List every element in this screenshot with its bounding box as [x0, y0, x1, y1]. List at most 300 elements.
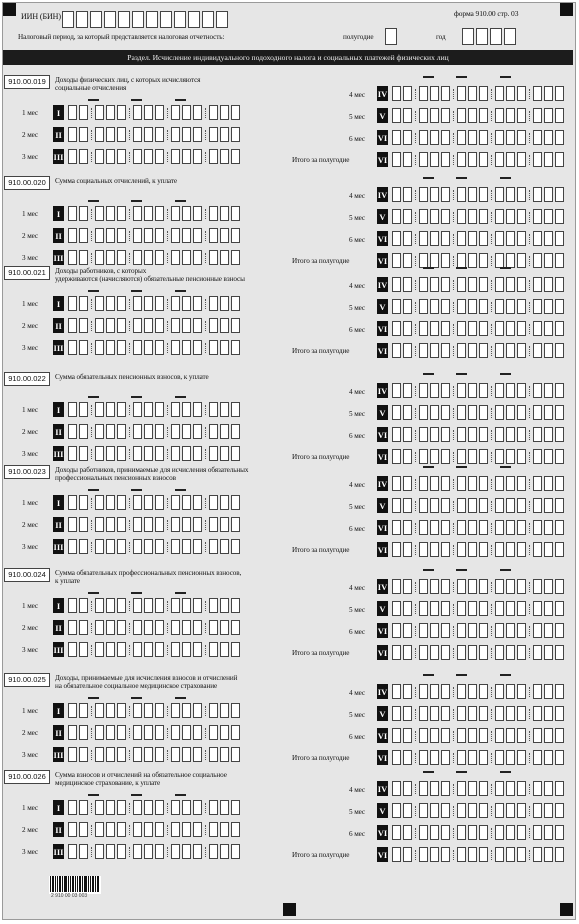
amount-half-year-total[interactable] [392, 750, 566, 765]
digit-cell[interactable] [209, 539, 218, 554]
digit-cell[interactable] [106, 747, 115, 762]
digit-cell[interactable] [171, 250, 180, 265]
amount-month-4[interactable] [392, 684, 566, 699]
digit-cell[interactable] [182, 620, 191, 635]
amount-month-5[interactable] [392, 108, 566, 123]
digit-cell[interactable] [79, 340, 88, 355]
digit-cell[interactable] [457, 152, 466, 167]
digit-cell[interactable] [220, 340, 229, 355]
digit-cell[interactable] [544, 803, 553, 818]
amount-half-year-total[interactable] [392, 343, 566, 358]
digit-cell[interactable] [555, 706, 564, 721]
digit-cell[interactable] [555, 498, 564, 513]
digit-cell[interactable] [68, 539, 77, 554]
digit-cell[interactable] [106, 296, 115, 311]
digit-cell[interactable] [430, 498, 439, 513]
digit-cell[interactable] [392, 781, 401, 796]
amount-month-1[interactable] [68, 495, 242, 510]
digit-cell[interactable] [517, 825, 526, 840]
digit-cell[interactable] [479, 498, 488, 513]
amount-month-5[interactable] [392, 498, 566, 513]
amount-half-year-total[interactable] [392, 645, 566, 660]
digit-cell[interactable] [144, 206, 153, 221]
digit-cell[interactable] [468, 728, 477, 743]
digit-cell[interactable] [544, 231, 553, 246]
digit-cell[interactable] [209, 725, 218, 740]
digit-cell[interactable] [555, 405, 564, 420]
digit-cell[interactable] [133, 642, 142, 657]
digit-cell[interactable] [220, 642, 229, 657]
digit-cell[interactable] [209, 517, 218, 532]
digit-cell[interactable] [457, 623, 466, 638]
digit-cell[interactable] [544, 343, 553, 358]
digit-cell[interactable] [106, 725, 115, 740]
digit-cell[interactable] [506, 152, 515, 167]
digit-cell[interactable] [68, 517, 77, 532]
digit-cell[interactable] [79, 206, 88, 221]
digit-cell[interactable] [209, 747, 218, 762]
amount-half-year-total[interactable] [392, 449, 566, 464]
digit-cell[interactable] [144, 318, 153, 333]
digit-cell[interactable] [457, 130, 466, 145]
digit-cell[interactable] [117, 340, 126, 355]
digit-cell[interactable] [419, 728, 428, 743]
amount-month-6[interactable] [392, 825, 566, 840]
digit-cell[interactable] [517, 231, 526, 246]
digit-cell[interactable] [171, 495, 180, 510]
amount-month-2[interactable] [68, 424, 242, 439]
digit-cell[interactable] [506, 253, 515, 268]
digit-cell[interactable] [220, 598, 229, 613]
digit-cell[interactable] [392, 321, 401, 336]
digit-cell[interactable] [133, 747, 142, 762]
digit-cell[interactable] [155, 424, 164, 439]
iin-digit-cell[interactable] [174, 11, 186, 28]
digit-cell[interactable] [155, 402, 164, 417]
digit-cell[interactable] [457, 427, 466, 442]
digit-cell[interactable] [441, 108, 450, 123]
digit-cell[interactable] [106, 127, 115, 142]
digit-cell[interactable] [419, 427, 428, 442]
digit-cell[interactable] [220, 446, 229, 461]
digit-cell[interactable] [220, 800, 229, 815]
digit-cell[interactable] [430, 623, 439, 638]
amount-month-2[interactable] [68, 127, 242, 142]
digit-cell[interactable] [182, 206, 191, 221]
digit-cell[interactable] [392, 427, 401, 442]
digit-cell[interactable] [144, 296, 153, 311]
digit-cell[interactable] [533, 449, 542, 464]
digit-cell[interactable] [517, 728, 526, 743]
digit-cell[interactable] [144, 844, 153, 859]
digit-cell[interactable] [430, 130, 439, 145]
digit-cell[interactable] [193, 340, 202, 355]
digit-cell[interactable] [506, 343, 515, 358]
digit-cell[interactable] [95, 318, 104, 333]
digit-cell[interactable] [457, 187, 466, 202]
digit-cell[interactable] [79, 402, 88, 417]
iin-digit-cell[interactable] [132, 11, 144, 28]
digit-cell[interactable] [182, 725, 191, 740]
digit-cell[interactable] [155, 703, 164, 718]
digit-cell[interactable] [441, 750, 450, 765]
digit-cell[interactable] [468, 231, 477, 246]
digit-cell[interactable] [182, 844, 191, 859]
digit-cell[interactable] [144, 340, 153, 355]
digit-cell[interactable] [106, 844, 115, 859]
amount-month-6[interactable] [392, 520, 566, 535]
digit-cell[interactable] [457, 520, 466, 535]
iin-digit-cell[interactable] [90, 11, 102, 28]
digit-cell[interactable] [155, 206, 164, 221]
digit-cell[interactable] [517, 803, 526, 818]
digit-cell[interactable] [79, 495, 88, 510]
digit-cell[interactable] [419, 498, 428, 513]
digit-cell[interactable] [517, 108, 526, 123]
digit-cell[interactable] [419, 152, 428, 167]
digit-cell[interactable] [209, 340, 218, 355]
digit-cell[interactable] [441, 299, 450, 314]
digit-cell[interactable] [544, 579, 553, 594]
digit-cell[interactable] [171, 517, 180, 532]
digit-cell[interactable] [231, 747, 240, 762]
digit-cell[interactable] [117, 620, 126, 635]
digit-cell[interactable] [403, 130, 412, 145]
digit-cell[interactable] [171, 296, 180, 311]
amount-month-4[interactable] [392, 781, 566, 796]
year-digit-cell[interactable] [462, 28, 474, 45]
digit-cell[interactable] [392, 645, 401, 660]
digit-cell[interactable] [506, 130, 515, 145]
digit-cell[interactable] [430, 253, 439, 268]
digit-cell[interactable] [419, 684, 428, 699]
digit-cell[interactable] [555, 343, 564, 358]
digit-cell[interactable] [419, 542, 428, 557]
digit-cell[interactable] [95, 495, 104, 510]
digit-cell[interactable] [144, 127, 153, 142]
digit-cell[interactable] [479, 750, 488, 765]
digit-cell[interactable] [441, 187, 450, 202]
digit-cell[interactable] [95, 424, 104, 439]
digit-cell[interactable] [419, 825, 428, 840]
digit-cell[interactable] [468, 152, 477, 167]
digit-cell[interactable] [441, 520, 450, 535]
digit-cell[interactable] [392, 343, 401, 358]
digit-cell[interactable] [430, 231, 439, 246]
year-digit-cell[interactable] [476, 28, 488, 45]
digit-cell[interactable] [457, 343, 466, 358]
digit-cell[interactable] [106, 539, 115, 554]
iin-digit-cell[interactable] [188, 11, 200, 28]
digit-cell[interactable] [555, 601, 564, 616]
digit-cell[interactable] [403, 277, 412, 292]
digit-cell[interactable] [555, 623, 564, 638]
digit-cell[interactable] [117, 598, 126, 613]
digit-cell[interactable] [544, 645, 553, 660]
digit-cell[interactable] [517, 405, 526, 420]
digit-cell[interactable] [95, 703, 104, 718]
digit-cell[interactable] [506, 86, 515, 101]
digit-cell[interactable] [403, 750, 412, 765]
digit-cell[interactable] [495, 476, 504, 491]
digit-cell[interactable] [117, 517, 126, 532]
digit-cell[interactable] [209, 446, 218, 461]
digit-cell[interactable] [106, 446, 115, 461]
digit-cell[interactable] [231, 206, 240, 221]
digit-cell[interactable] [468, 520, 477, 535]
digit-cell[interactable] [220, 703, 229, 718]
digit-cell[interactable] [171, 149, 180, 164]
digit-cell[interactable] [193, 800, 202, 815]
digit-cell[interactable] [231, 127, 240, 142]
digit-cell[interactable] [479, 847, 488, 862]
digit-cell[interactable] [95, 149, 104, 164]
iin-digit-cell[interactable] [118, 11, 130, 28]
digit-cell[interactable] [468, 321, 477, 336]
digit-cell[interactable] [392, 542, 401, 557]
digit-cell[interactable] [517, 343, 526, 358]
digit-cell[interactable] [419, 130, 428, 145]
digit-cell[interactable] [392, 601, 401, 616]
digit-cell[interactable] [144, 703, 153, 718]
digit-cell[interactable] [171, 822, 180, 837]
digit-cell[interactable] [419, 321, 428, 336]
digit-cell[interactable] [220, 495, 229, 510]
amount-month-4[interactable] [392, 277, 566, 292]
digit-cell[interactable] [231, 800, 240, 815]
amount-month-3[interactable] [68, 844, 242, 859]
digit-cell[interactable] [517, 383, 526, 398]
digit-cell[interactable] [392, 383, 401, 398]
amount-month-1[interactable] [68, 402, 242, 417]
digit-cell[interactable] [517, 209, 526, 224]
digit-cell[interactable] [441, 645, 450, 660]
digit-cell[interactable] [231, 105, 240, 120]
digit-cell[interactable] [133, 822, 142, 837]
digit-cell[interactable] [155, 296, 164, 311]
digit-cell[interactable] [544, 601, 553, 616]
digit-cell[interactable] [479, 253, 488, 268]
digit-cell[interactable] [68, 725, 77, 740]
digit-cell[interactable] [430, 542, 439, 557]
digit-cell[interactable] [209, 620, 218, 635]
amount-month-5[interactable] [392, 405, 566, 420]
digit-cell[interactable] [95, 598, 104, 613]
digit-cell[interactable] [555, 847, 564, 862]
digit-cell[interactable] [506, 803, 515, 818]
digit-cell[interactable] [533, 108, 542, 123]
digit-cell[interactable] [133, 800, 142, 815]
digit-cell[interactable] [193, 228, 202, 243]
digit-cell[interactable] [392, 825, 401, 840]
digit-cell[interactable] [171, 318, 180, 333]
digit-cell[interactable] [555, 86, 564, 101]
digit-cell[interactable] [495, 750, 504, 765]
digit-cell[interactable] [495, 579, 504, 594]
digit-cell[interactable] [209, 105, 218, 120]
digit-cell[interactable] [419, 645, 428, 660]
digit-cell[interactable] [79, 517, 88, 532]
digit-cell[interactable] [479, 130, 488, 145]
digit-cell[interactable] [68, 228, 77, 243]
digit-cell[interactable] [133, 517, 142, 532]
digit-cell[interactable] [506, 498, 515, 513]
digit-cell[interactable] [209, 402, 218, 417]
digit-cell[interactable] [457, 579, 466, 594]
digit-cell[interactable] [106, 149, 115, 164]
amount-month-2[interactable] [68, 517, 242, 532]
digit-cell[interactable] [231, 539, 240, 554]
digit-cell[interactable] [193, 517, 202, 532]
digit-cell[interactable] [209, 703, 218, 718]
digit-cell[interactable] [95, 822, 104, 837]
digit-cell[interactable] [430, 476, 439, 491]
digit-cell[interactable] [117, 250, 126, 265]
digit-cell[interactable] [430, 803, 439, 818]
digit-cell[interactable] [155, 105, 164, 120]
digit-cell[interactable] [468, 601, 477, 616]
digit-cell[interactable] [506, 383, 515, 398]
digit-cell[interactable] [220, 318, 229, 333]
digit-cell[interactable] [517, 277, 526, 292]
digit-cell[interactable] [419, 405, 428, 420]
digit-cell[interactable] [495, 449, 504, 464]
amount-half-year-total[interactable] [392, 542, 566, 557]
digit-cell[interactable] [430, 847, 439, 862]
digit-cell[interactable] [506, 579, 515, 594]
digit-cell[interactable] [193, 642, 202, 657]
digit-cell[interactable] [430, 108, 439, 123]
digit-cell[interactable] [68, 127, 77, 142]
digit-cell[interactable] [495, 187, 504, 202]
digit-cell[interactable] [533, 803, 542, 818]
digit-cell[interactable] [544, 825, 553, 840]
amount-month-5[interactable] [392, 706, 566, 721]
digit-cell[interactable] [430, 152, 439, 167]
digit-cell[interactable] [209, 206, 218, 221]
digit-cell[interactable] [117, 402, 126, 417]
digit-cell[interactable] [555, 253, 564, 268]
digit-cell[interactable] [479, 343, 488, 358]
digit-cell[interactable] [457, 383, 466, 398]
digit-cell[interactable] [171, 844, 180, 859]
digit-cell[interactable] [495, 781, 504, 796]
digit-cell[interactable] [144, 725, 153, 740]
digit-cell[interactable] [403, 187, 412, 202]
digit-cell[interactable] [171, 340, 180, 355]
digit-cell[interactable] [430, 86, 439, 101]
digit-cell[interactable] [544, 520, 553, 535]
digit-cell[interactable] [468, 405, 477, 420]
digit-cell[interactable] [419, 231, 428, 246]
digit-cell[interactable] [231, 340, 240, 355]
half-year-field[interactable] [385, 28, 399, 45]
digit-cell[interactable] [79, 539, 88, 554]
digit-cell[interactable] [403, 253, 412, 268]
digit-cell[interactable] [419, 520, 428, 535]
digit-cell[interactable] [117, 228, 126, 243]
digit-cell[interactable] [506, 476, 515, 491]
digit-cell[interactable] [68, 105, 77, 120]
amount-month-2[interactable] [68, 725, 242, 740]
digit-cell[interactable] [457, 803, 466, 818]
digit-cell[interactable] [79, 149, 88, 164]
digit-cell[interactable] [231, 495, 240, 510]
digit-cell[interactable] [106, 495, 115, 510]
digit-cell[interactable] [419, 623, 428, 638]
digit-cell[interactable] [441, 152, 450, 167]
amount-month-3[interactable] [68, 539, 242, 554]
digit-cell[interactable] [430, 209, 439, 224]
digit-cell[interactable] [95, 844, 104, 859]
amount-month-1[interactable] [68, 598, 242, 613]
digit-cell[interactable] [117, 642, 126, 657]
amount-month-6[interactable] [392, 623, 566, 638]
digit-cell[interactable] [133, 105, 142, 120]
digit-cell[interactable] [220, 250, 229, 265]
digit-cell[interactable] [430, 781, 439, 796]
digit-cell[interactable] [479, 728, 488, 743]
digit-cell[interactable] [533, 253, 542, 268]
digit-cell[interactable] [392, 449, 401, 464]
digit-cell[interactable] [403, 383, 412, 398]
digit-cell[interactable] [392, 476, 401, 491]
digit-cell[interactable] [517, 427, 526, 442]
digit-cell[interactable] [79, 296, 88, 311]
amount-month-5[interactable] [392, 209, 566, 224]
digit-cell[interactable] [495, 427, 504, 442]
digit-cell[interactable] [171, 105, 180, 120]
digit-cell[interactable] [479, 579, 488, 594]
digit-cell[interactable] [430, 728, 439, 743]
digit-cell[interactable] [506, 706, 515, 721]
digit-cell[interactable] [441, 405, 450, 420]
digit-cell[interactable] [544, 108, 553, 123]
digit-cell[interactable] [495, 706, 504, 721]
digit-cell[interactable] [144, 620, 153, 635]
digit-cell[interactable] [441, 781, 450, 796]
digit-cell[interactable] [392, 579, 401, 594]
digit-cell[interactable] [544, 781, 553, 796]
digit-cell[interactable] [182, 822, 191, 837]
digit-cell[interactable] [495, 728, 504, 743]
digit-cell[interactable] [403, 321, 412, 336]
iin-digit-cell[interactable] [62, 11, 74, 28]
digit-cell[interactable] [392, 187, 401, 202]
digit-cell[interactable] [106, 340, 115, 355]
digit-cell[interactable] [209, 424, 218, 439]
digit-cell[interactable] [144, 598, 153, 613]
digit-cell[interactable] [220, 149, 229, 164]
digit-cell[interactable] [479, 405, 488, 420]
digit-cell[interactable] [430, 427, 439, 442]
digit-cell[interactable] [517, 299, 526, 314]
digit-cell[interactable] [457, 645, 466, 660]
digit-cell[interactable] [133, 424, 142, 439]
digit-cell[interactable] [182, 539, 191, 554]
digit-cell[interactable] [220, 822, 229, 837]
digit-cell[interactable] [209, 822, 218, 837]
digit-cell[interactable] [533, 706, 542, 721]
digit-cell[interactable] [220, 725, 229, 740]
digit-cell[interactable] [155, 517, 164, 532]
digit-cell[interactable] [419, 343, 428, 358]
digit-cell[interactable] [479, 449, 488, 464]
digit-cell[interactable] [468, 847, 477, 862]
digit-cell[interactable] [231, 598, 240, 613]
digit-cell[interactable] [403, 231, 412, 246]
digit-cell[interactable] [533, 498, 542, 513]
